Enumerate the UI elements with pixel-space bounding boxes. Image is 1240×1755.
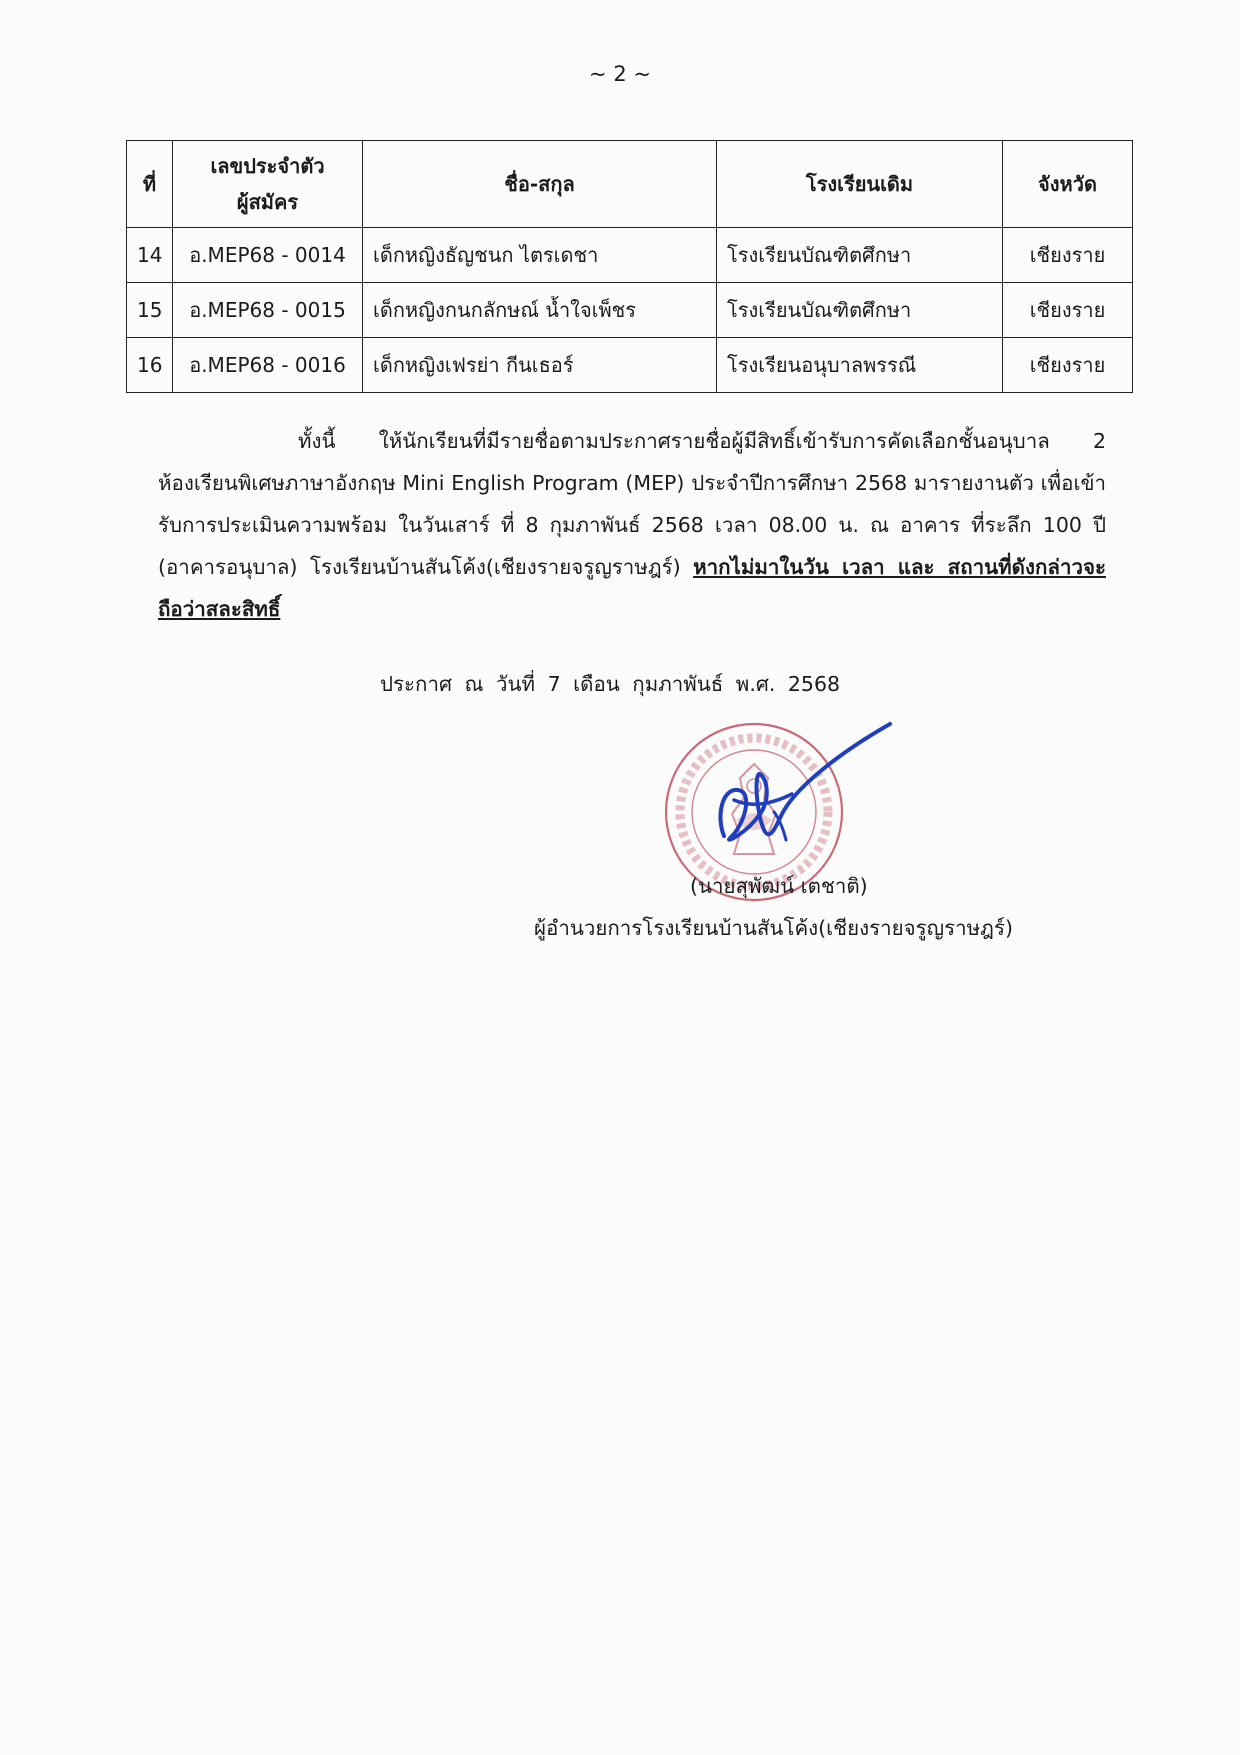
cell-applicant-id: อ.MEP68 - 0015 xyxy=(173,283,363,338)
signer-title: ผู้อำนวยการโรงเรียนบ้านสันโค้ง(เชียงรายจรูญราษฎร์) xyxy=(534,916,1013,940)
cell-applicant-id: อ.MEP68 - 0016 xyxy=(173,338,363,393)
applicant-table xyxy=(126,140,1133,393)
cell-no: 16 xyxy=(127,338,173,393)
cell-name: เด็กหญิงธัญชนก ไตรเดชา xyxy=(363,228,717,283)
table-row xyxy=(127,283,1133,338)
announcement-body xyxy=(158,420,1106,630)
table-row xyxy=(127,338,1133,393)
cell-name: เด็กหญิงกนกลักษณ์ น้ำใจเพ็ชร xyxy=(363,283,717,338)
announcement-date: ประกาศ ณ วันที่ 7 เดือน กุมภาพันธ์ พ.ศ. 2568 xyxy=(380,672,841,696)
cell-former-school: โรงเรียนอนุบาลพรรณี xyxy=(717,338,1003,393)
cell-no: 14 xyxy=(127,228,173,283)
cell-applicant-id: อ.MEP68 - 0014 xyxy=(173,228,363,283)
table-header-row xyxy=(127,141,1133,228)
cell-former-school: โรงเรียนบัณฑิตศึกษา xyxy=(717,228,1003,283)
cell-province: เชียงราย xyxy=(1003,338,1133,393)
header-name: ชื่อ-สกุล xyxy=(363,141,717,228)
header-province: จังหวัด xyxy=(1003,141,1133,228)
cell-province: เชียงราย xyxy=(1003,283,1133,338)
header-no: ที่ xyxy=(127,141,173,228)
page-number: ~ 2 ~ xyxy=(589,62,651,86)
cell-former-school: โรงเรียนบัณฑิตศึกษา xyxy=(717,283,1003,338)
table-row xyxy=(127,228,1133,283)
signer-name: (นายสุพัฒน์ เตชาติ) xyxy=(690,874,868,898)
cell-no: 15 xyxy=(127,283,173,338)
cell-province: เชียงราย xyxy=(1003,228,1133,283)
header-applicant-id-line1: เลขประจำตัว xyxy=(210,154,325,178)
body-text: ทั้งนี้ ให้นักเรียนที่มีรายชื่อตามประกาศรายชื่อผู้มีสิทธิ์เข้ารับการคัดเลือกชั้นอนุบาล 2 ห้องเรียนพิเศษภาษาอังกฤษ Mini English Program (MEP) ประจำปีการศึกษา 2568 มารายงานตัว เพื่อเข้ารับการประเมินความพร้อม ในวันเสาร์ ที่ 8 กุมภาพันธ์ 2568 เวลา 08.00 น. ณ อาคาร ที่ระลึก 100 ปี (อาคารอนุบาล) โรงเรียนบ้านสันโค้ง(เชียงรายจรูญราษฎร์) xyxy=(158,429,1106,579)
cell-name: เด็กหญิงเฟรย่า กีนเธอร์ xyxy=(363,338,717,393)
forfeit-warning: หากไม่มาในวัน เวลา และ สถานที่ดังกล่าวจะถือว่าสละสิทธิ์ xyxy=(158,555,1106,621)
header-applicant-id xyxy=(173,141,363,228)
header-former-school: โรงเรียนเดิม xyxy=(717,141,1003,228)
header-applicant-id-line2: ผู้สมัคร xyxy=(236,190,299,214)
